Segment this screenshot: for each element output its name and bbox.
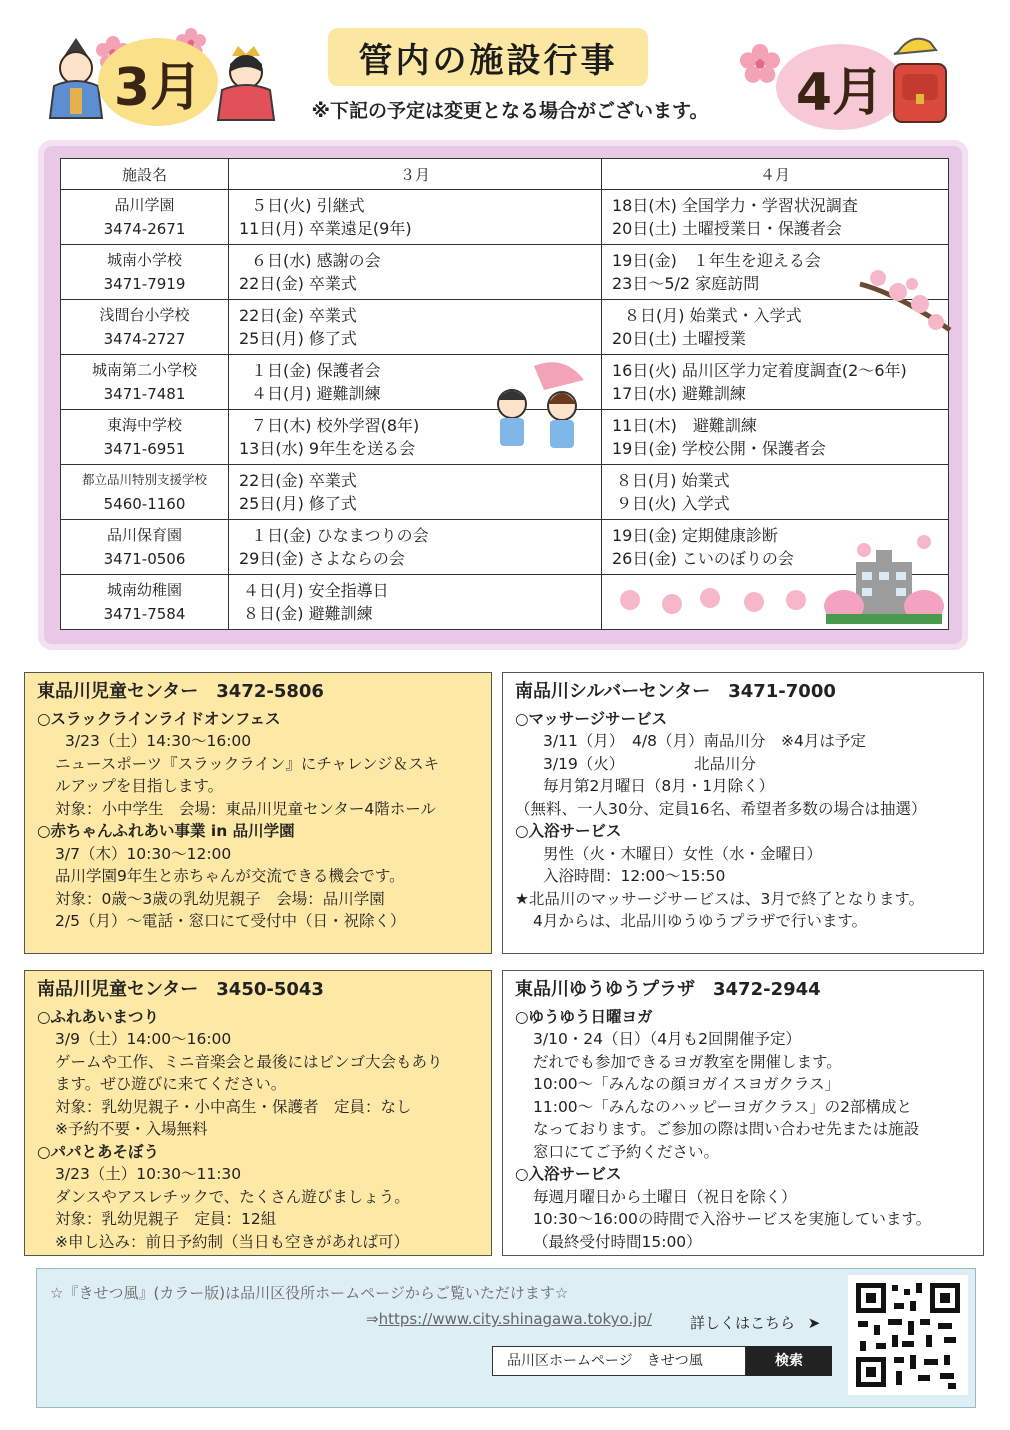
qr-code-icon[interactable] [848,1275,968,1395]
event: ７日(木) 校外学習(8年) [251,416,420,435]
event: 11日(木) 避難訓練 [612,416,757,435]
event: １日(金) ひなまつりの会 [251,526,429,545]
table-row [61,190,949,245]
event: 19日(金) 定期健康診断 [612,526,778,545]
schedule-notice: ※下記の予定は変更となる場合がございます。 [311,100,709,122]
box-line: 3/11（月） 4/8（月）南品川分 ※4月は予定 [543,732,866,750]
search-input[interactable]: 品川区ホームページ きせつ風 [492,1346,746,1376]
box-line: 2/5（月）～電話・窓口にて受付中（日・祝除く） [55,912,406,930]
header [0,0,1010,135]
box-line: ニュースポーツ『スラックライン』にチャレンジ＆スキ [55,754,440,773]
table-row [61,465,949,520]
event: 11日(月) 卒業遠足(9年) [239,219,412,238]
facility-name: 城南小学校 [106,251,182,269]
facility-phone: 3471-7584 [103,605,186,623]
event: ８日(月) 始業式・入学式 [624,306,802,325]
box-line: （最終受付時間15:00） [533,1232,702,1251]
event: 26日(金) こいのぼりの会 [612,549,794,568]
column-header-facility: 施設名 [61,159,229,190]
children-icon [484,360,594,464]
hina-doll-right-icon [216,42,276,122]
facility-phone: 3471-7919 [103,275,186,293]
box-line: 4月からは、北品川ゆうゆうプラザで行います。 [533,912,868,930]
more-label: 詳しくはこちら [690,1314,796,1332]
event: ８日(金) 避難訓練 [243,604,373,623]
box-line: 毎月第2月曜日（8月・1月除く） [543,777,775,795]
facility-phone: 3474-2727 [103,330,186,348]
table-row [61,245,949,300]
box-line: ゲームや工作、ミニ音楽会と最後にはビンゴ大会もあり [55,1052,443,1071]
box-line: 対象：0歳～3歳の乳幼児親子 会場：品川学園 [55,889,385,908]
more-link[interactable] [690,1312,820,1333]
facility-phone: 3471-6951 [103,440,186,458]
event: 25日(月) 修了式 [239,494,357,513]
month-label-april: 4月 [776,44,904,130]
event: 16日(火) 品川区学力定着度調査(2～6年) [612,361,907,380]
box-line: なっております。ご参加の際は問い合わせ先または施設 [533,1120,920,1138]
page-title: 管内の施設行事 [328,28,648,86]
box-line: 毎週月曜日から土曜日（祝日を除く） [533,1187,797,1206]
box-title: 南品川児童センター 3450-5043 [37,979,324,1000]
school-bag-icon [880,30,960,126]
box-line: 3/23（土）14:30～16:00 [65,732,252,750]
event: ４日(月) 避難訓練 [251,384,381,403]
footer-notice: ☆『きせつ風』(カラー版)は品川区役所ホームページからご覧いただけます☆ [50,1284,569,1302]
event: 19日(金) 学校公開・保護者会 [612,439,826,458]
column-header-march: ３月 [229,159,602,190]
box-line: ○パパとあそぼう [37,1142,160,1161]
box-line: 3/19（火） 北品川分 [543,754,757,773]
box-title: 東品川ゆうゆうプラザ 3472-2944 [515,979,821,1000]
box-line: ○マッサージサービス [515,709,668,728]
footer-url-row [366,1310,652,1328]
school-building-icon [824,528,944,628]
higashi-yuyu-plaza-box [502,970,984,1256]
box-line: 入浴時間：12:00～15:50 [543,867,726,885]
box-line: 3/23（土）10:30～11:30 [55,1165,242,1183]
box-line: 11:00～「みんなのハッピーヨガクラス」の2部構成と [533,1097,912,1116]
event: 20日(土) 土曜授業日・保護者会 [612,219,842,238]
box-line: 3/9（土）14:00～16:00 [55,1030,232,1048]
cherry-branch-icon [858,264,952,344]
event: １日(金) 保護者会 [251,361,381,380]
box-line: 品川学園9年生と赤ちゃんが交流できる機会です。 [55,867,405,885]
facility-name: 東海中学校 [106,416,182,434]
event: 25日(月) 修了式 [239,329,357,348]
facility-name: 城南幼稚園 [106,581,182,599]
box-line: ○ふれあいまつり [37,1007,160,1026]
minami-jido-center-box [24,970,492,1256]
facility-name: 浅間台小学校 [99,306,190,324]
box-line: 10:00～「みんなの顔ヨガイスヨガクラス」 [533,1075,841,1093]
event: 19日(金) １年生を迎える会 [612,251,821,270]
higashi-jido-center-box [24,672,492,954]
table-row [61,300,949,355]
event: 18日(木) 全国学力・学習状況調査 [612,196,858,215]
sakura-flower-icon [740,44,780,84]
table-row [61,520,949,575]
box-line: 対象：乳幼児親子 定員：12組 [55,1210,277,1228]
box-line: ルアップを目指します。 [55,777,224,795]
column-header-april: ４月 [602,159,949,190]
box-line: 男性（火・木曜日）女性（水・金曜日） [543,844,823,863]
facility-phone: 3474-2671 [103,220,186,238]
table-row [61,575,949,630]
box-line: ます。ぜひ遊びに来てください。 [55,1075,287,1093]
box-line: ○入浴サービス [515,822,622,840]
event: 13日(水) 9年生を送る会 [239,439,416,458]
event: 22日(金) 卒業式 [239,274,357,293]
event: ５日(火) 引継式 [251,196,365,215]
facility-name: 品川保育園 [106,526,182,544]
city-homepage-link[interactable]: https://www.city.shinagawa.tokyo.jp/ [378,1310,652,1328]
search-button[interactable]: 検索 [746,1346,832,1376]
box-line: 対象：小中学生 会場：東品川児童センター4階ホール [55,799,436,818]
event: ９日(火) 入学式 [616,494,730,513]
box-title: 南品川シルバーセンター 3471-7000 [515,681,836,702]
box-line: ダンスやアスレチックで、たくさん遊びましょう。 [55,1187,410,1206]
minami-silver-center-box [502,672,984,954]
event: 22日(金) 卒業式 [239,306,357,325]
box-line: ○スラックラインライドオンフェス [37,709,281,728]
arrow-right-icon: ➤ [807,1314,821,1332]
box-line: だれでも参加できるヨガ教室を開催します。 [533,1052,842,1071]
box-line: ○ゆうゆう日曜ヨガ [515,1007,653,1026]
box-line: 3/7（木）10:30～12:00 [55,844,232,863]
box-line: 対象：乳幼児親子・小中高生・保護者 定員：なし [55,1097,412,1116]
box-line: （無料、一人30分、定員16名、希望者多数の場合は抽選） [515,799,927,818]
box-line: ○赤ちゃんふれあい事業 in 品川学園 [37,822,295,840]
event: 20日(土) 土曜授業 [612,329,746,348]
event: 17日(水) 避難訓練 [612,384,746,403]
event: ４日(月) 安全指導日 [243,581,389,600]
facility-phone: 3471-0506 [103,550,186,568]
sakura-petals-icon [614,586,814,616]
box-line: 10:30～16:00の時間で入浴サービスを実施しています。 [533,1210,932,1228]
facility-name: 都立品川特別支援学校 [81,472,207,487]
box-line: ○入浴サービス [515,1165,622,1183]
facility-phone: 3471-7481 [103,385,186,403]
event: 22日(金) 卒業式 [239,471,357,490]
box-line: 窓口にてご予約ください。 [533,1142,720,1161]
event: 23日～5/2 家庭訪問 [612,274,760,293]
box-line: 3/10・24（日）（4月も2回開催予定） [533,1030,802,1048]
box-title: 東品川児童センター 3472-5806 [37,681,324,702]
month-label-march: 3月 [98,38,218,126]
url-arrow: ⇒ [366,1310,379,1328]
box-line: ※申し込み：前日予約制（当日も空きがあれば可） [55,1232,409,1251]
facility-name: 城南第二小学校 [91,361,197,379]
facility-phone: 5460-1160 [103,495,186,513]
event: ６日(水) 感謝の会 [251,251,381,270]
box-line: ★北品川のマッサージサービスは、3月で終了となります。 [515,889,925,908]
facility-name: 品川学園 [114,196,175,214]
box-line: ※予約不要・入場無料 [55,1120,208,1138]
event: ８日(月) 始業式 [616,471,730,490]
event: 29日(金) さよならの会 [239,549,405,568]
